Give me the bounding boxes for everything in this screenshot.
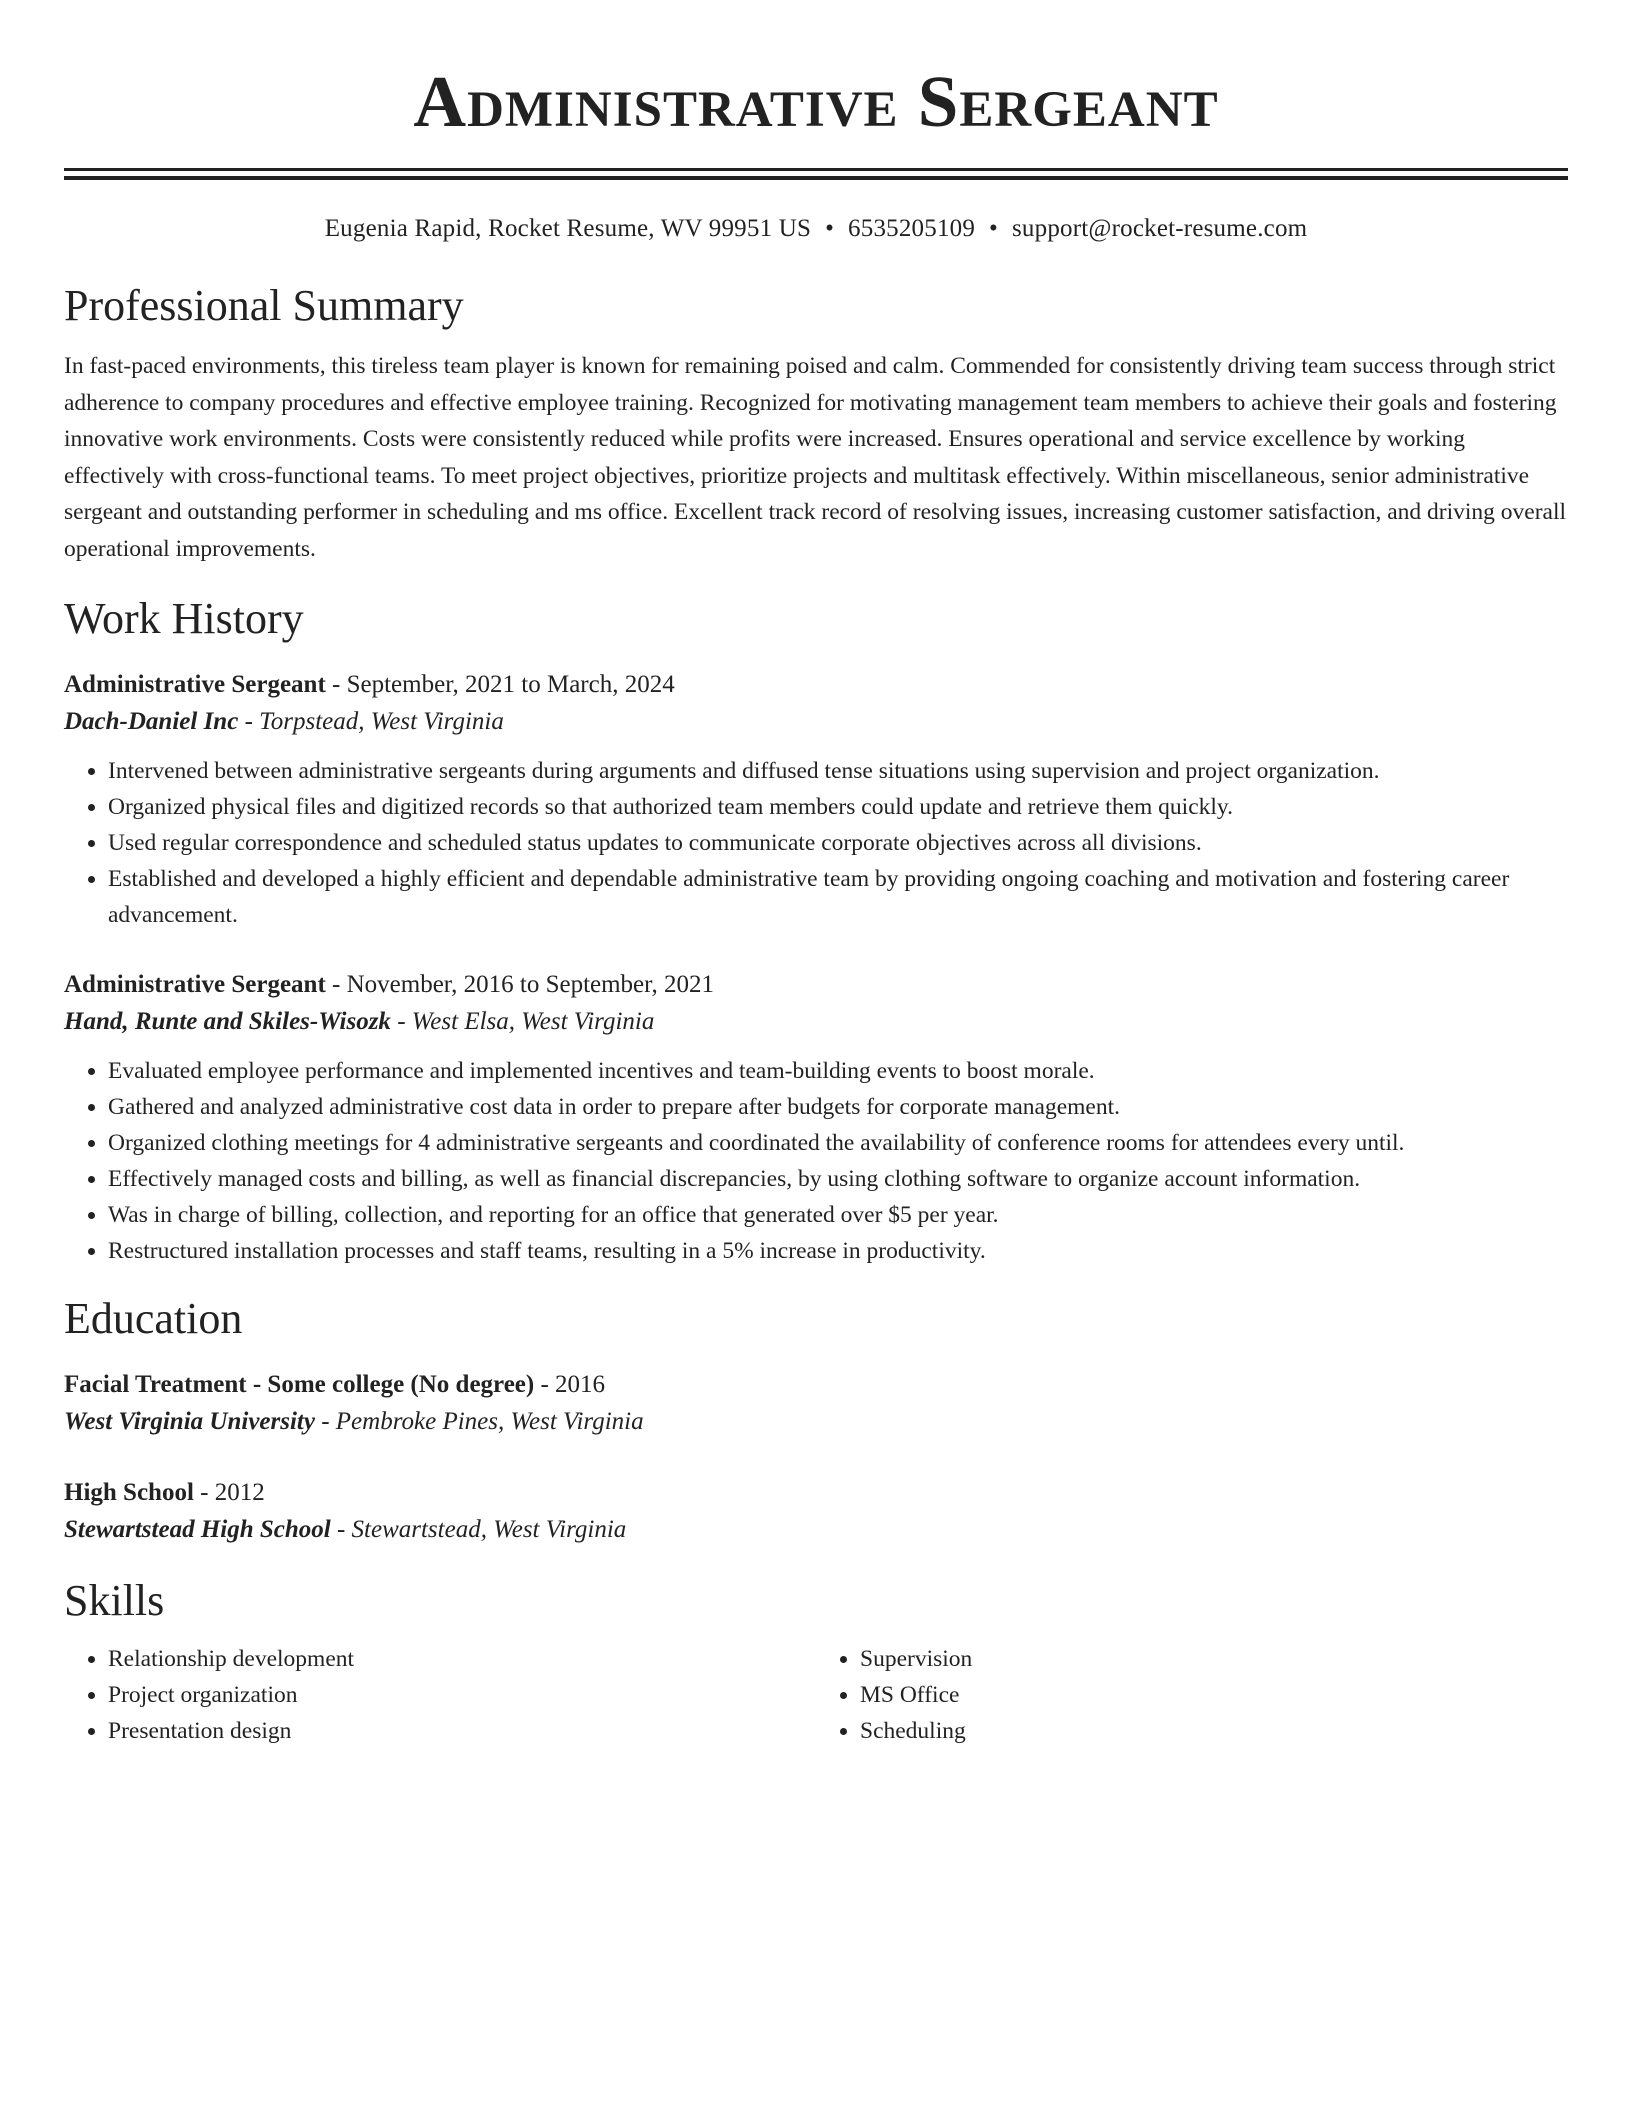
education-year: - 2016 bbox=[534, 1371, 606, 1398]
job-title-line bbox=[64, 967, 1568, 1003]
job-title-line bbox=[64, 667, 1568, 703]
job-company-line bbox=[64, 1003, 1568, 1041]
job-bullet: • Evaluated employee performance and implemented incentives and team-building events to boost morale. bbox=[108, 1053, 1568, 1089]
contact-line bbox=[64, 212, 1568, 246]
job-role: Administrative Sergeant bbox=[64, 671, 326, 698]
contact-email: support@rocket-resume.com bbox=[1012, 215, 1308, 242]
education-entry bbox=[64, 1475, 1568, 1549]
job-dates: - September, 2021 to March, 2024 bbox=[325, 671, 675, 698]
resume-name: Administrative Sergeant bbox=[413, 61, 1219, 142]
education-school-line bbox=[64, 1511, 1568, 1549]
job-bullet: • Effectively managed costs and billing, as well as financial discrepancies, by using clothing software to organize account information. bbox=[108, 1161, 1568, 1197]
education-year: - 2012 bbox=[193, 1479, 265, 1506]
education-entry bbox=[64, 1367, 1568, 1441]
job-entry bbox=[64, 967, 1568, 1269]
contact-phone: 6535205109 bbox=[848, 215, 976, 242]
job-bullet: • Organized clothing meetings for 4 administrative sergeants and coordinated the availability of conference rooms for attendees every until. bbox=[108, 1125, 1568, 1161]
job-role: Administrative Sergeant bbox=[64, 971, 326, 998]
skills-list-left bbox=[64, 1641, 816, 1749]
skill-item: • Supervision bbox=[860, 1641, 1568, 1677]
job-bullet: • Restructured installation processes and staff teams, resulting in a 5% increase in productivity. bbox=[108, 1233, 1568, 1269]
summary-text: In fast-paced environments, this tireless team player is known for remaining poised and calm. Commended for consistently driving team success through strict adherence to company procedures and effective employee training. Recognized for motivating management team members to achieve their goals and fostering innovative work environments. Costs were consistently reduced while profits were increased. Ensures operational and service excellence by working effectively with cross-functional teams. To meet project objectives, prioritize projects and multitask effectively. Within miscellaneous, senior administrative sergeant and outstanding performer in scheduling and ms office. Excellent track record of resolving issues, increasing customer satisfaction, and driving overall operational improvements. bbox=[64, 353, 1567, 562]
job-company: Dach-Daniel Inc bbox=[64, 708, 239, 735]
job-bullet: • Was in charge of billing, collection, and reporting for an office that generated over $5 per year. bbox=[108, 1197, 1568, 1233]
education-school-line bbox=[64, 1403, 1568, 1441]
contact-separator: • bbox=[989, 215, 998, 242]
job-bullet: • Organized physical files and digitized records so that authorized team members could update and retrieve them quickly. bbox=[108, 789, 1568, 825]
job-bullet: • Gathered and analyzed administrative cost data in order to prepare after budgets for corporate management. bbox=[108, 1089, 1568, 1125]
job-location: - Torpstead, West Virginia bbox=[238, 708, 504, 735]
skill-item: • Relationship development bbox=[108, 1641, 816, 1677]
skill-item: • Presentation design bbox=[108, 1713, 816, 1749]
job-bullets bbox=[64, 753, 1568, 933]
summary-heading: Professional Summary bbox=[64, 281, 464, 330]
education-degree-line bbox=[64, 1367, 1568, 1403]
contact-address: Eugenia Rapid, Rocket Resume, WV 99951 US bbox=[324, 215, 812, 242]
job-company: Hand, Runte and Skiles-Wisozk bbox=[64, 1008, 391, 1035]
job-location: - West Elsa, West Virginia bbox=[390, 1008, 655, 1035]
education-degree: High School bbox=[64, 1479, 194, 1506]
education-degree: Facial Treatment - Some college (No degree) bbox=[64, 1371, 535, 1398]
education-school: West Virginia University bbox=[64, 1408, 315, 1435]
work-history-heading: Work History bbox=[64, 594, 304, 643]
job-dates: - November, 2016 to September, 2021 bbox=[325, 971, 714, 998]
job-entry bbox=[64, 667, 1568, 933]
skills-heading: Skills bbox=[64, 1576, 165, 1625]
skill-item: • Scheduling bbox=[860, 1713, 1568, 1749]
job-bullet: • Established and developed a highly efficient and dependable administrative team by providing ongoing coaching and motivation and fostering career advancement. bbox=[108, 861, 1568, 933]
education-school: Stewartstead High School bbox=[64, 1516, 331, 1543]
job-bullet: • Intervened between administrative sergeants during arguments and diffused tense situations using supervision and project organization. bbox=[108, 753, 1568, 789]
job-bullet: • Used regular correspondence and scheduled status updates to communicate corporate objectives across all divisions. bbox=[108, 825, 1568, 861]
contact-separator: • bbox=[825, 215, 835, 242]
skill-item: • MS Office bbox=[860, 1677, 1568, 1713]
skill-item: • Project organization bbox=[108, 1677, 816, 1713]
job-bullets bbox=[64, 1053, 1568, 1269]
header-divider bbox=[64, 168, 1568, 180]
skills-list-right bbox=[816, 1641, 1568, 1749]
education-heading: Education bbox=[64, 1294, 243, 1343]
job-company-line bbox=[64, 703, 1568, 741]
education-location: - Pembroke Pines, West Virginia bbox=[314, 1408, 644, 1435]
education-degree-line bbox=[64, 1475, 1568, 1511]
skills-columns bbox=[64, 1641, 1568, 1749]
education-location: - Stewartstead, West Virginia bbox=[330, 1516, 627, 1543]
